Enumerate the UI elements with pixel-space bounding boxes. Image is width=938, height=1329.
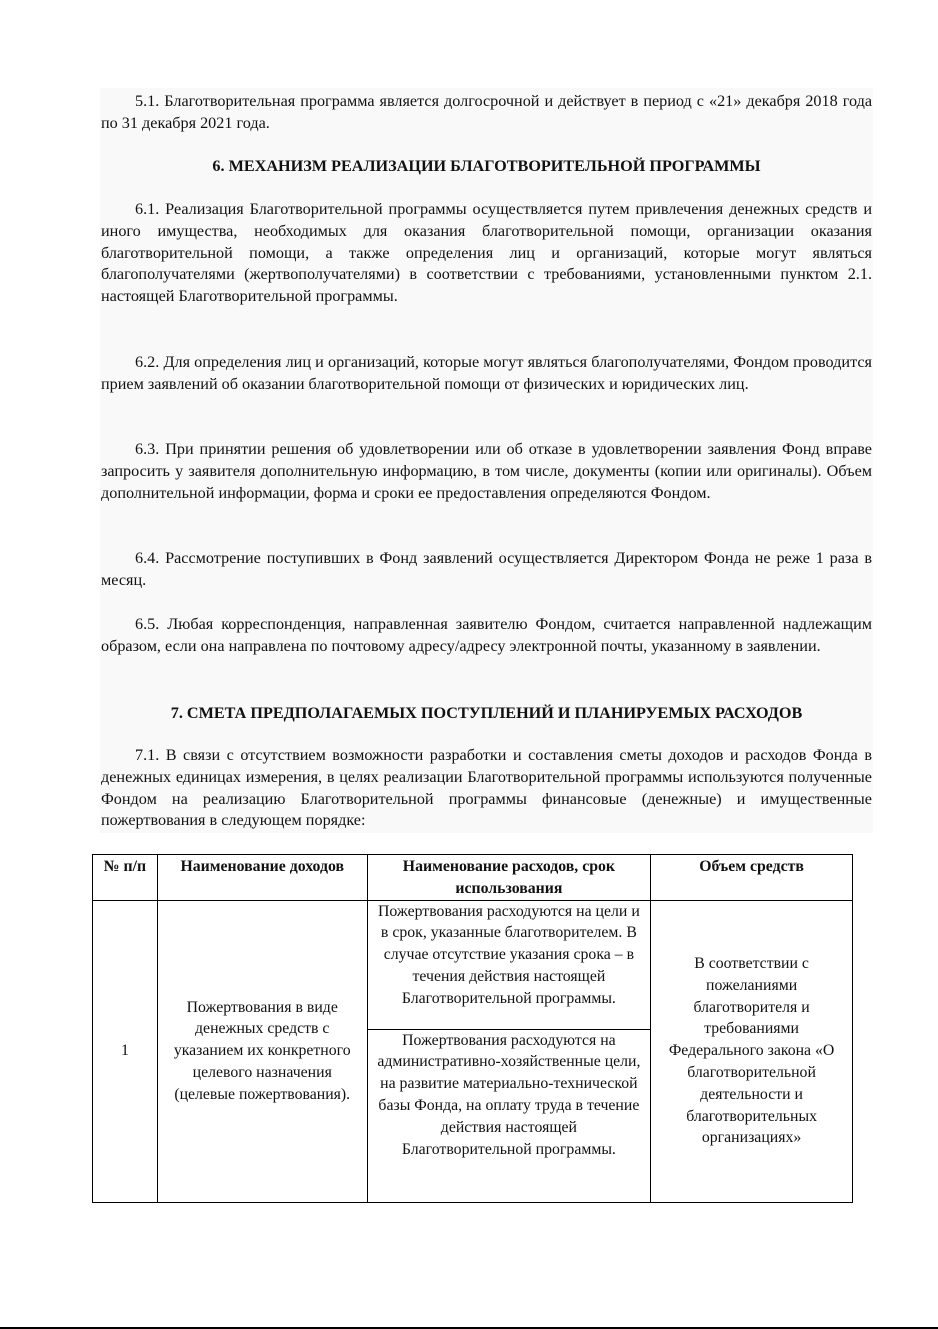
section-7-heading: 7. СМЕТА ПРЕДПОЛАГАЕМЫХ ПОСТУПЛЕНИЙ И ПЛАНИРУЕМЫХ РАСХОДОВ xyxy=(170,704,803,722)
table-row xyxy=(93,900,853,1029)
paragraph-6-4 xyxy=(101,548,872,592)
paragraph-6-3 xyxy=(101,439,872,504)
table-header-row xyxy=(93,855,853,901)
header-number: № п/п xyxy=(93,855,158,901)
cell-volume: В соответствии с пожеланиями благотворителя и требованиями Федерального закона «О благотворительной деятельности и благотворительных организациях» xyxy=(651,900,853,1202)
paragraph-text: 6.5. Любая корреспонденция, направленная заявителю Фондом, считается направленной надлежащим образом, если она направлена по почтовому адресу/адресу электронной почты, указанному в заявлении. xyxy=(101,615,872,655)
paragraph-7-1 xyxy=(101,745,872,832)
paragraph-text: 6.2. Для определения лиц и организаций, которые могут являться благополучателями, Фондом проводится прием заявлений об оказании благотворительной помощи от физических и юридических лиц. xyxy=(101,353,872,393)
paragraph-5-1 xyxy=(101,91,872,135)
paragraph-6-2 xyxy=(101,352,872,396)
paragraph-text: 7.1. В связи с отсутствием возможности разработки и составления сметы доходов и расходов Фонда в денежных единицах измерения, в целях реализации Благотворительной программы используются полученные Фондом на реализацию Благотворительной программы финансовые (денежные) и имущественные пожертвования в следующем порядке: xyxy=(101,746,872,830)
paragraph-6-1 xyxy=(101,199,872,308)
header-expenses: Наименование расходов, срок использования xyxy=(367,855,651,901)
header-volume: Объем средств xyxy=(651,855,853,901)
budget-table xyxy=(92,854,853,1203)
paragraph-text: 6.3. При принятии решения об удовлетворении или об отказе в удовлетворении заявления Фонд вправе запросить у заявителя дополнительную информацию, в том числе, документы (копии или оригиналы). Объем дополнительной информации, форма и сроки ее предоставления определяются Фондом. xyxy=(101,440,872,502)
header-income: Наименование доходов xyxy=(157,855,367,901)
cell-expense-1: Пожертвования расходуются на цели и в срок, указанные благотворителем. В случае отсутствие указания срока – в течения действия настоящей Благотворительной программы. xyxy=(367,900,651,1029)
paragraph-text: 6.4. Рассмотрение поступивших в Фонд заявлений осуществляется Директором Фонда не реже 1 раза в месяц. xyxy=(101,549,872,589)
paragraph-text: 5.1. Благотворительная программа является долгосрочной и действует в период с «21» декабря 2018 года по 31 декабря 2021 года. xyxy=(101,92,872,132)
paragraph-text: 6.1. Реализация Благотворительной программы осуществляется путем привлечения денежных средств и иного имущества, необходимых для оказания благотворительной помощи, организации оказания благотворительной помощи, а также определения лиц и организаций, которые могут являться благополучателями (жертвополучателями) в соответствии с требованиями, установленными пунктом 2.1. настоящей Благотворительной программы. xyxy=(101,200,872,306)
cell-income: Пожертвования в виде денежных средств с указанием их конкретного целевого назначения (целевые пожертвования). xyxy=(157,900,367,1202)
cell-number: 1 xyxy=(93,900,158,1202)
section-6-heading: 6. МЕХАНИЗМ РЕАЛИЗАЦИИ БЛАГОТВОРИТЕЛЬНОЙ ПРОГРАММЫ xyxy=(212,157,761,175)
paragraph-6-5 xyxy=(101,614,872,658)
cell-expense-2: Пожертвования расходуются на административно-хозяйственные цели, на развитие материально-технической базы Фонда, на оплату труда в течение действия настоящей Благотворительной программы. xyxy=(367,1029,651,1202)
